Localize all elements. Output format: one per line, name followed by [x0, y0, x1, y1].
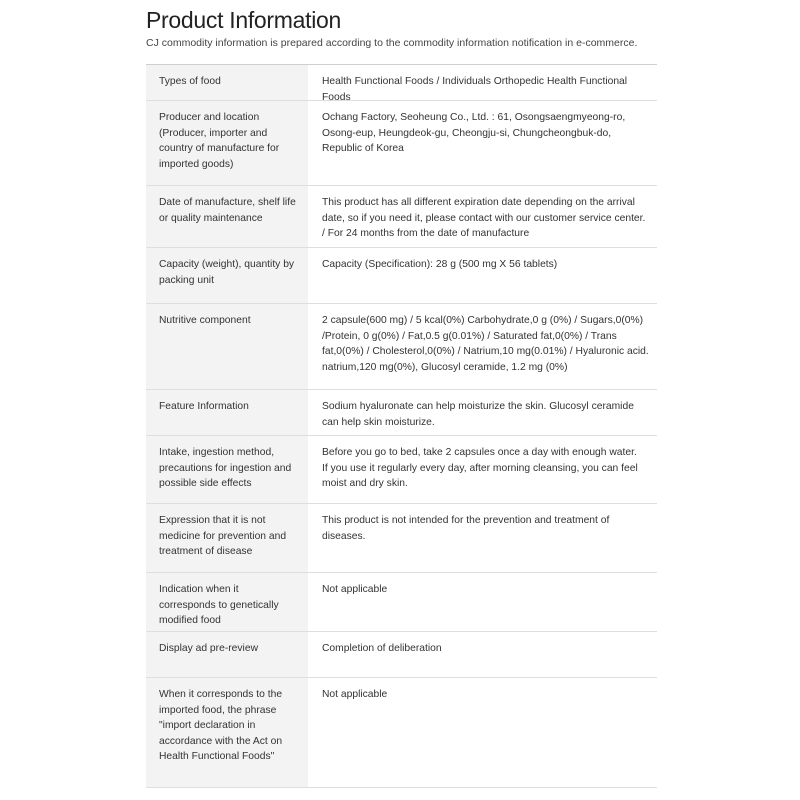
row-label: Producer and location (Producer, importer and country of manufacture for imported goods) [146, 101, 308, 185]
row-label: Feature Information [146, 390, 308, 435]
table-row [146, 248, 657, 304]
row-value: Sodium hyaluronate can help moisturize the skin. Glucosyl ceramide can help skin moisturize. [322, 401, 634, 428]
table-row [146, 573, 657, 632]
row-label: Types of food [146, 65, 308, 100]
page-title: Product Information [146, 7, 342, 33]
table-row [146, 304, 657, 390]
row-label: Indication when it corresponds to genetically modified food [146, 573, 308, 631]
row-label: Date of manufacture, shelf life or quality maintenance [146, 186, 308, 247]
row-value: Completion of deliberation [322, 643, 442, 654]
row-label: Intake, ingestion method, precautions for ingestion and possible side effects [146, 436, 308, 503]
table-row [146, 632, 657, 678]
row-value: Ochang Factory, Seoheung Co., Ltd. : 61, Osongsaengmyeong-ro, Osong-eup, Heungdeok-gu, Cheongju-si, Chungcheongbuk-do, Republic of Korea [322, 112, 626, 154]
row-label: Capacity (weight), quantity by packing unit [146, 248, 308, 303]
row-value: Not applicable [322, 584, 388, 595]
table-row [146, 390, 657, 436]
row-label: When it corresponds to the imported food, the phrase "import declaration in accordance with the Act on Health Functional Foods" [146, 678, 308, 787]
table-row [146, 186, 657, 248]
row-value: Capacity (Specification): 28 g (500 mg X 56 tablets) [322, 259, 558, 270]
row-value: Health Functional Foods / Individuals Orthopedic Health Functional Foods [322, 76, 628, 103]
row-label: Nutritive component [146, 304, 308, 389]
row-value: This product has all different expiration date depending on the arrival date, so if you need it, please contact with our customer service center. / For 24 months from the date of manufacture [322, 197, 646, 239]
table-row [146, 101, 657, 186]
table-row [146, 504, 657, 573]
table-row [146, 678, 657, 788]
row-value: Not applicable [322, 689, 388, 700]
row-value: This product is not intended for the prevention and treatment of diseases. [322, 515, 610, 542]
row-label: Display ad pre-review [146, 632, 308, 677]
table-row [146, 65, 657, 101]
page-subtitle: CJ commodity information is prepared according to the commodity information notification in e-commerce. [146, 37, 638, 49]
row-label: Expression that it is not medicine for prevention and treatment of disease [146, 504, 308, 572]
product-info-table [146, 64, 657, 788]
row-value: Before you go to bed, take 2 capsules once a day with enough water. If you use it regularly every day, after morning cleansing, you can feel moist and dry skin. [322, 447, 638, 489]
row-value: 2 capsule(600 mg) / 5 kcal(0%) Carbohydrate,0 g (0%) / Sugars,0(0%) /Protein, 0 g(0%) / Fat,0.5 g(0.01%) / Saturated fat,0(0%) / Trans fat,0(0%) / Cholesterol,0(0%) / Natrium,10 mg(0.01%) / Hyaluronic acid. natrium,120 mg(0%), Glucosyl ceramide, 1.2 mg (0%) [322, 315, 649, 373]
table-row [146, 436, 657, 504]
